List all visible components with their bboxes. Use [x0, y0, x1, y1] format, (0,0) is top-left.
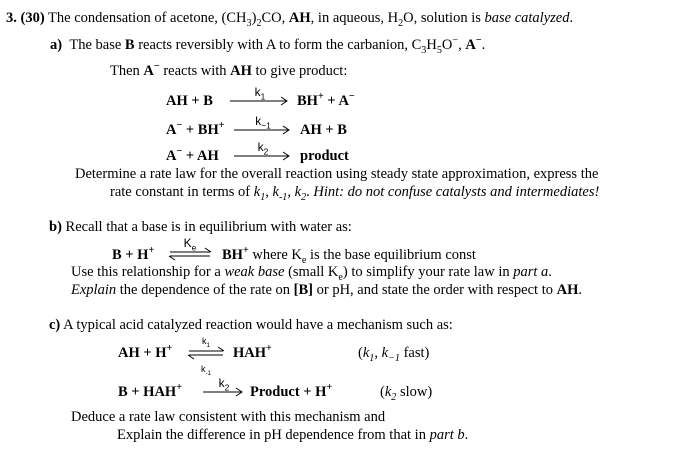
text: The base — [69, 37, 125, 53]
text: . — [578, 282, 582, 298]
sub: 1 — [260, 91, 266, 102]
equilibrium-arrow — [168, 236, 212, 261]
reaction-2 — [166, 120, 225, 138]
text-italic: part a — [513, 264, 549, 280]
k: k — [201, 336, 207, 346]
acid-reaction-2-right — [250, 382, 333, 400]
equilibrium-left — [112, 245, 155, 263]
sup: − — [348, 91, 355, 103]
text: BH — [297, 93, 318, 109]
sub: 2 — [398, 17, 404, 29]
equilibrium-constant — [168, 236, 212, 253]
sub: e — [301, 254, 307, 266]
text: the dependence of the rate on — [116, 282, 294, 298]
part-a-determine — [75, 167, 598, 182]
reaction-3 — [166, 146, 219, 164]
text-italic: Explain — [71, 282, 117, 298]
text: AH + H — [118, 345, 167, 361]
text: Product + H — [250, 384, 327, 400]
text-italic: part b — [429, 427, 465, 443]
sup: + — [326, 382, 333, 394]
sub: 2 — [256, 17, 262, 29]
text: A — [166, 148, 177, 164]
part-c-deduce — [71, 410, 385, 425]
text-italic: weak base — [224, 264, 285, 280]
text-bold: AH — [556, 282, 579, 298]
text: + BH — [182, 122, 219, 138]
part-b-label: b) — [49, 219, 62, 235]
sub: 1 — [206, 341, 210, 349]
reaction-3-arrow — [234, 140, 292, 162]
sub: 1 — [260, 191, 266, 203]
rate-constant — [203, 376, 245, 393]
sup: − — [176, 146, 183, 158]
sub: 3 — [421, 44, 427, 56]
k: k — [200, 364, 206, 374]
text: product — [300, 148, 349, 164]
text: to give product: — [251, 63, 348, 79]
sub: −1 — [388, 352, 400, 364]
part-a-line1 — [50, 35, 486, 56]
text: , — [374, 345, 382, 361]
part-a-label: a) — [50, 37, 63, 53]
text: ( — [358, 345, 363, 361]
acid-reaction-2-arrow — [203, 376, 245, 398]
heading-italic: base catalyzed — [484, 10, 570, 26]
reaction-2-right — [300, 123, 347, 138]
text: , — [458, 37, 466, 53]
acid-reaction-1-right — [233, 343, 272, 361]
sup: − — [176, 120, 183, 132]
text: rate constant in terms of — [110, 184, 254, 200]
acid-reaction-2-left — [118, 382, 182, 400]
text: ) to simplify your rate law in — [342, 264, 514, 280]
k: k — [362, 345, 370, 361]
text: Then — [110, 63, 144, 79]
rate-constant — [234, 114, 292, 131]
part-b-explain — [71, 283, 582, 298]
reaction-1-arrow — [230, 85, 290, 107]
k: k — [272, 184, 279, 200]
heading-ah: AH — [288, 10, 311, 26]
reaction-2-arrow — [234, 114, 292, 136]
acid-reaction-1-arrow — [187, 336, 225, 377]
text: A — [166, 122, 177, 138]
text: or pH, and state the order with respect to — [313, 282, 557, 298]
text: . — [464, 427, 469, 443]
text: . — [548, 264, 552, 280]
rate-constant — [187, 364, 225, 377]
reaction-3-right — [300, 149, 349, 164]
acid-reaction-1-left — [118, 343, 173, 361]
text: Determine a rate law for the overall reaction using steady state approximation, express the — [75, 166, 599, 182]
sub: -1 — [278, 191, 288, 203]
text: reacts with — [159, 63, 231, 79]
sub: −1 — [261, 120, 271, 131]
text: . — [306, 184, 314, 200]
text: Recall that a base is in equilibrium with water as: — [61, 219, 352, 235]
sub: e — [338, 271, 343, 283]
text: O — [441, 37, 453, 53]
sup: + — [266, 343, 272, 355]
sub: 2 — [301, 191, 307, 203]
rate-constant — [187, 336, 225, 349]
sup: + — [166, 343, 173, 355]
text: Use this relationship for a — [71, 264, 225, 280]
text: is the base equilibrium const — [306, 247, 476, 263]
part-c-line1 — [49, 318, 453, 333]
heading-text: CO, — [261, 10, 289, 26]
reaction-left: AH + B — [166, 93, 213, 109]
k: k — [294, 184, 302, 200]
k: k — [384, 384, 392, 400]
question-heading — [6, 10, 574, 29]
question-number: 3. (30) — [6, 10, 45, 26]
text-bold: [B] — [293, 282, 313, 298]
sub: -1 — [205, 369, 212, 377]
text: fast) — [399, 345, 430, 361]
sub: 2 — [391, 391, 397, 403]
k: K — [183, 236, 192, 250]
sup: + — [242, 245, 249, 257]
equilibrium-right — [222, 245, 476, 266]
heading-text: ) — [251, 10, 257, 26]
part-c-label: c) — [49, 317, 61, 333]
text-bold: A — [465, 37, 476, 53]
k: k — [254, 85, 261, 99]
heading-text: . — [569, 10, 574, 26]
part-a-line2 — [110, 61, 348, 79]
rate-constant — [230, 85, 290, 102]
rate-constant — [234, 140, 292, 157]
text: + AH — [182, 148, 219, 164]
part-a-determine-2 — [110, 184, 600, 203]
k: k — [218, 376, 225, 390]
text: HAH — [233, 345, 267, 361]
text: slow) — [396, 384, 433, 400]
text: + A — [323, 93, 349, 109]
text: Explain the difference in pH dependence from that in — [117, 427, 430, 443]
reaction-1-right — [297, 91, 355, 109]
part-b-use — [71, 264, 552, 283]
part-c-explain — [117, 428, 468, 443]
text: where K — [248, 247, 302, 263]
heading-text: , in aqueous, H — [310, 10, 399, 26]
text-bold: B — [124, 37, 135, 53]
text: reacts reversibly with A to form the carbanion, C — [134, 37, 422, 53]
text-bold: AH — [230, 63, 252, 79]
sup: + — [148, 245, 155, 257]
part-b-line1 — [49, 220, 352, 235]
text-bold: A — [143, 63, 154, 79]
reaction-1 — [166, 94, 213, 109]
text: AH + B — [300, 122, 347, 138]
heading-text: O, solution is — [403, 10, 485, 26]
k: k — [253, 184, 261, 200]
text: , — [265, 184, 273, 200]
text: B + H — [112, 247, 149, 263]
sub: 1 — [369, 352, 375, 364]
sup: + — [218, 120, 225, 132]
hint: Hint: do not confuse catalysts and intermediates! — [313, 184, 600, 200]
text: , — [287, 184, 295, 200]
sup: − — [153, 61, 160, 73]
sub: e — [191, 242, 197, 253]
text: A typical acid catalyzed reaction would have a mechanism such as: — [60, 317, 453, 333]
text: (small K — [284, 264, 339, 280]
sup: − — [475, 35, 482, 47]
text: ( — [380, 384, 385, 400]
acid-reaction-2-note — [380, 384, 433, 403]
sub: 2 — [224, 382, 230, 393]
sup: − — [452, 35, 459, 47]
sub: 3 — [246, 17, 252, 29]
text: B + HAH — [118, 384, 177, 400]
acid-reaction-1-note — [358, 345, 430, 364]
sup: + — [317, 91, 324, 103]
k: k — [381, 345, 389, 361]
text: Deduce a rate law consistent with this mechanism and — [71, 409, 386, 425]
sub: 2 — [263, 146, 269, 157]
heading-text: The condensation of acetone, (CH — [44, 10, 247, 26]
text-bold: BH — [222, 247, 243, 263]
k: k — [255, 114, 262, 128]
text: . — [481, 37, 486, 53]
sub: 5 — [436, 44, 442, 56]
k: k — [257, 140, 264, 154]
sup: + — [176, 382, 182, 394]
text: H — [426, 37, 437, 53]
